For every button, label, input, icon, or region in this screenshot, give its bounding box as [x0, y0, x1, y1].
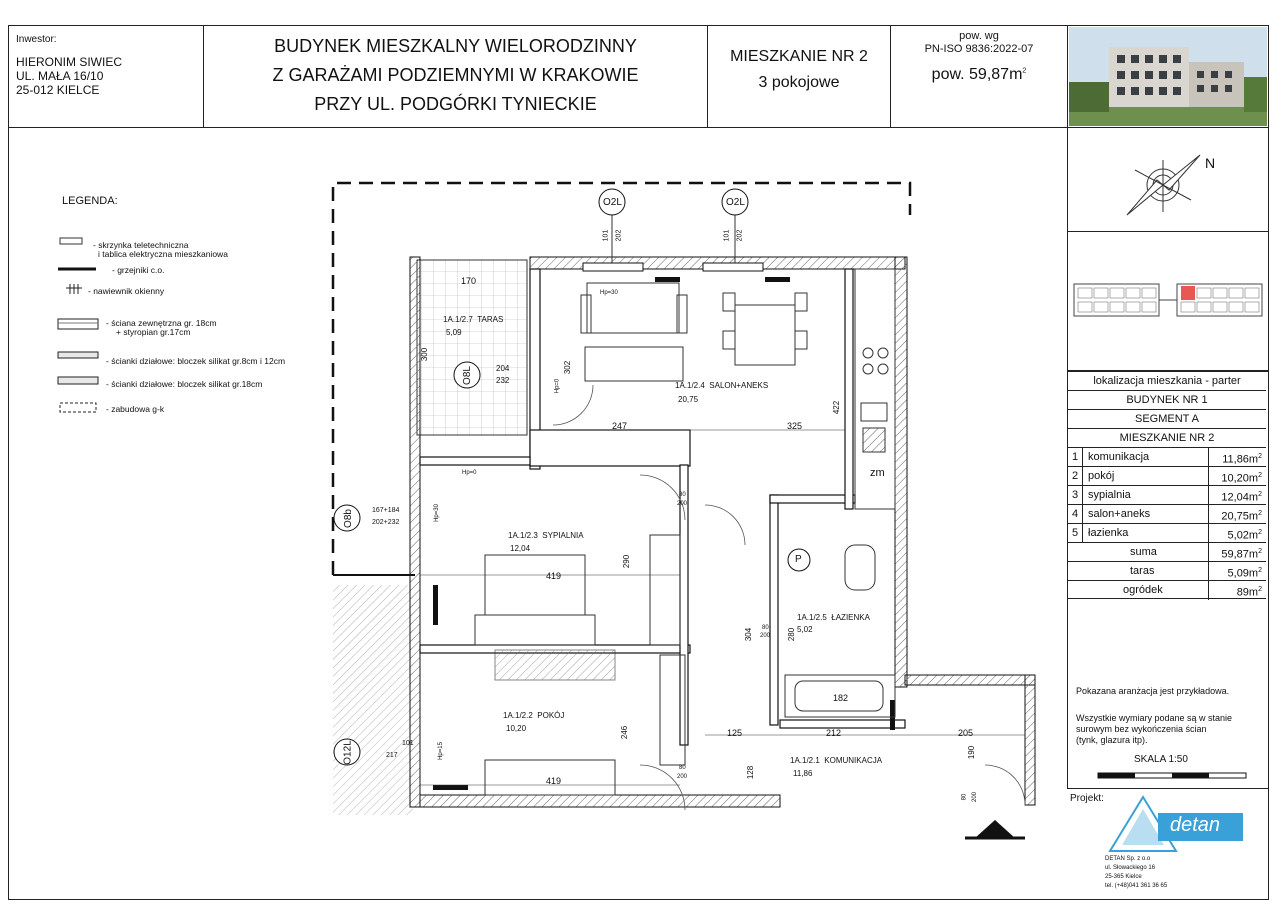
room-lazienka-code: 1A.1/2.5 [797, 613, 827, 622]
room-taras-area: 5,09 [446, 328, 462, 337]
room-komunikacja-id [790, 756, 882, 765]
hp-label-2: Hp=0 [462, 470, 477, 476]
hp-label-4: Hp=0 [554, 378, 561, 394]
dim-204: 204 [496, 364, 510, 373]
room-row-value: $11,86m^2$ [1208, 448, 1266, 467]
door-80-2: 80 [762, 625, 769, 631]
dim-304: 304 [744, 627, 754, 642]
dim-167-184: 167+184 [372, 507, 400, 514]
note-3: surowym bez wykończenia ścian [1076, 724, 1207, 734]
dim-300: 300 [420, 347, 430, 362]
apartment-row: MIESZKANIE NR 2 [1068, 428, 1266, 447]
dim-325: 325 [787, 421, 803, 431]
room-row-label: salon+aneks [1088, 508, 1151, 520]
room-row-value-text: 10,20m [1221, 472, 1259, 485]
company-street: ul. Słowackiego 16 [1105, 865, 1156, 871]
room-sypialnia-name: SYPIALNIA [542, 531, 584, 540]
room-row-label: pokój [1088, 470, 1115, 482]
company-city: 25-365 Kielce [1105, 874, 1142, 880]
room-row-value: $12,04m^2$ [1208, 486, 1266, 505]
total-row-value-text: 5,09m [1227, 567, 1259, 580]
location-map [1072, 280, 1264, 320]
legend-item-6: - ścianki działowe: bloczek silikat gr.18cm [106, 379, 263, 389]
company-phone: tel. (+48)041 361 36 65 [1105, 883, 1168, 889]
dim-128: 128 [746, 765, 756, 780]
area-unit-exp: 2 [1022, 67, 1027, 75]
apartment-title-block [707, 44, 891, 96]
room-lazienka-id [797, 613, 870, 622]
legend-item-3: - nawiewnik okienny [88, 286, 165, 296]
dim-170: 170 [461, 276, 477, 286]
dim-101a: 101 [602, 229, 610, 242]
legend-item-1b: i tablica elektryczna mieszkaniowa [98, 249, 228, 259]
dim-232: 232 [496, 376, 510, 385]
window-tag-3: O8L [461, 366, 473, 385]
room-sypialnia-code: 1A.1/2.3 [508, 531, 538, 540]
room-row-value-text: 20,75m [1221, 510, 1259, 523]
room-pokoj-id [503, 711, 564, 720]
room-row-number: 3 [1068, 486, 1083, 505]
area-block [890, 30, 1068, 84]
window-tag-5: O12L [342, 740, 354, 765]
room-salon-name: SALON+ANEKS [709, 381, 769, 390]
room-taras-code: 1A.1/2.7 [443, 315, 473, 324]
zm-label: zm [870, 467, 885, 479]
compass-icon [1125, 150, 1205, 220]
dim-246: 246 [620, 725, 630, 740]
hp-label-5: Hp=15 [437, 742, 444, 760]
room-salon-id [675, 381, 768, 390]
door-80-3: 80 [679, 765, 686, 771]
dim-101c: 101 [402, 740, 414, 747]
apartment-rooms: 3 pokojowe [758, 74, 840, 91]
total-row-label: suma [1130, 546, 1157, 558]
note-2: Wszystkie wymiary podane są w stanie [1076, 713, 1233, 723]
company-logo-text: detan [1170, 814, 1221, 836]
investor-city: 25-012 KIELCE [16, 83, 100, 97]
building-title-line-2: Z GARAŻAMI PODZIEMNYMI W KRAKOWIE [272, 65, 639, 85]
area-value-wrap [890, 66, 1068, 84]
total-row-label: taras [1130, 565, 1155, 577]
dim-212: 212 [826, 728, 842, 738]
room-row-value: $10,20m^2$ [1208, 467, 1266, 486]
room-komunikacja-name: KOMUNIKACJA [824, 756, 883, 765]
room-taras-id [443, 315, 503, 324]
room-row-label: łazienka [1088, 527, 1129, 539]
legend-title: LEGENDA: [62, 195, 118, 207]
note-4: (tynk, glazura itp). [1076, 735, 1148, 745]
p-label: P [795, 554, 802, 565]
legend-item-7: - zabudowa g-k [106, 404, 165, 414]
note-1: Pokazana aranżacja jest przykładowa. [1076, 686, 1230, 696]
room-row-number: 4 [1068, 505, 1083, 524]
room-row-value-text: 12,04m [1221, 491, 1259, 504]
room-komunikacja-code: 1A.1/2.1 [790, 756, 820, 765]
dim-302: 302 [563, 360, 573, 375]
window-tag-1: O2L [603, 197, 622, 208]
dim-101b: 101 [723, 229, 731, 242]
room-pokoj-name: POKÓJ [537, 711, 565, 720]
dim-247: 247 [612, 421, 628, 431]
dim-422: 422 [832, 400, 842, 415]
room-row-number: 5 [1068, 524, 1083, 543]
total-row-value: $59,87m^2$ [1208, 543, 1266, 562]
investor-name: HIERONIM SIWIEC [16, 55, 123, 69]
room-row-number: 1 [1068, 448, 1083, 467]
dim-182: 182 [833, 693, 849, 703]
building-photo [1069, 27, 1267, 126]
hp-label-3: Hp=30 [433, 504, 440, 522]
project-label: Projekt: [1070, 793, 1104, 804]
room-row-value-text: 5,02m [1227, 529, 1259, 542]
dim-202a: 202 [615, 229, 623, 242]
area-standard-2: PN-ISO 9836:2022-07 [924, 43, 1034, 55]
building-row: BUDYNEK NR 1 [1068, 390, 1266, 409]
window-tag-4: O8b [342, 509, 354, 528]
room-pokoj-code: 1A.1/2.2 [503, 711, 533, 720]
building-title [203, 32, 708, 119]
area-value: pow. 59,87m [931, 66, 1023, 83]
room-sypialnia-id [508, 531, 584, 540]
total-row-value: $89m^2$ [1208, 581, 1266, 600]
room-row-label: sypialnia [1088, 489, 1131, 501]
dim-125: 125 [727, 728, 743, 738]
total-row-value-text: 89m [1236, 586, 1259, 599]
door-80-1: 80 [679, 492, 686, 498]
dim-290: 290 [622, 554, 632, 569]
apartment-title: MIESZKANIE NR 2 [730, 48, 868, 65]
investor-label: Inwestor: [16, 34, 57, 45]
room-sypialnia-area: 12,04 [510, 544, 531, 553]
door-200-1: 200 [677, 501, 688, 507]
hp-label-1: Hp=30 [600, 290, 618, 296]
legend-item-4b: + styropian gr.17cm [116, 327, 191, 337]
location-title: lokalizacja mieszkania - parter [1068, 371, 1266, 390]
room-row-value: $5,02m^2$ [1208, 524, 1266, 543]
building-title-line-3: PRZY UL. PODGÓRKI TYNIECKIE [314, 94, 597, 114]
legend-item-1: - skrzynka teletechniczna [93, 240, 189, 250]
scale-bar [1097, 771, 1247, 781]
building-title-line-1: BUDYNEK MIESZKALNY WIELORODZINNY [274, 36, 637, 56]
investor-street: UL. MAŁA 16/10 [16, 69, 104, 83]
dim-419b: 419 [546, 776, 562, 786]
dim-217: 217 [386, 752, 398, 759]
door-200-2: 200 [760, 633, 771, 639]
room-row-number: 2 [1068, 467, 1083, 486]
total-row-value: $5,09m^2$ [1208, 562, 1266, 581]
door-200-3: 200 [677, 774, 688, 780]
scale-label: SKALA 1:50 [1134, 754, 1188, 765]
dim-419a: 419 [546, 571, 562, 581]
room-lazienka-name: ŁAZIENKA [831, 613, 870, 622]
room-komunikacja-area: 11,86 [793, 769, 813, 778]
dim-205: 205 [958, 728, 974, 738]
dim-202-232: 202+232 [372, 519, 400, 526]
segment-row: SEGMENT A [1068, 409, 1266, 428]
legend-item-4: - ściana zewnętrzna gr. 18cm [106, 318, 217, 328]
dim-202b: 202 [736, 229, 744, 242]
legend-item-2: - grzejniki c.o. [112, 265, 165, 275]
legend-symbols [56, 236, 101, 416]
room-lazienka-area: 5,02 [797, 625, 813, 634]
room-salon-code: 1A.1/2.4 [675, 381, 705, 390]
dim-280: 280 [787, 627, 797, 642]
room-row-label: komunikacja [1088, 451, 1150, 463]
door-80-4: 80 [961, 793, 968, 801]
window-tag-2: O2L [726, 197, 745, 208]
total-row-value-text: 59,87m [1221, 548, 1259, 561]
floor-plan [325, 175, 1065, 875]
company-name: DETAN Sp. z o.o [1105, 856, 1151, 862]
room-row-value: $20,75m^2$ [1208, 505, 1266, 524]
dim-190: 190 [967, 745, 977, 760]
legend-item-5: - ścianki działowe: bloczek silikat gr.8cm i 12cm [106, 356, 286, 366]
room-taras-name: TARAS [477, 315, 504, 324]
door-200-4: 200 [972, 791, 979, 803]
north-label: N [1205, 155, 1216, 171]
room-row-value-text: 11,86m [1222, 453, 1259, 466]
room-salon-area: 20,75 [678, 395, 699, 404]
total-row-label: ogródek [1123, 584, 1163, 596]
room-pokoj-area: 10,20 [506, 724, 527, 733]
area-standard-1: pow. wg [959, 30, 999, 42]
